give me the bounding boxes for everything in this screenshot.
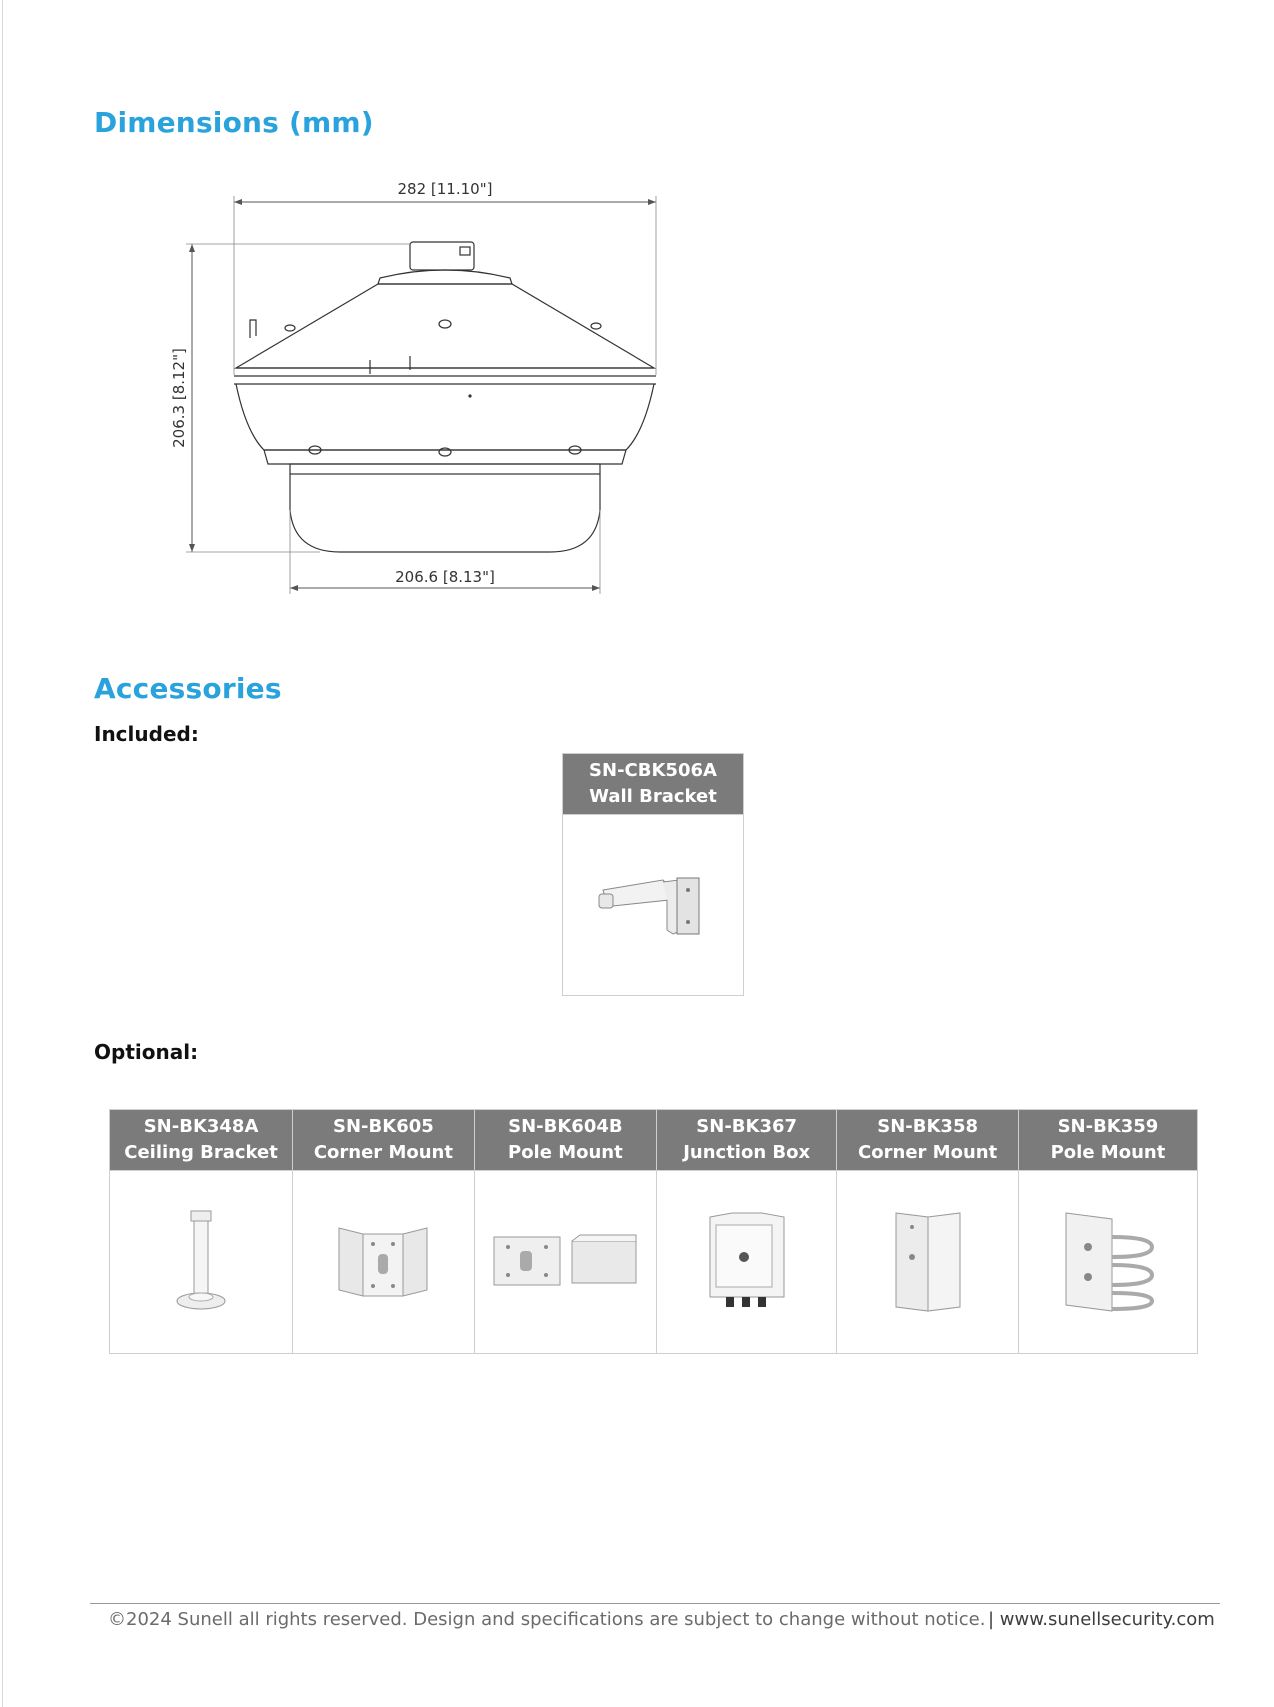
optional-item-name: Pole Mount xyxy=(1050,1142,1166,1163)
accessories-heading: Accessories xyxy=(94,672,282,705)
junction-box-icon xyxy=(702,1207,792,1317)
optional-item-header xyxy=(293,1110,475,1171)
dim-label-width-top: 282 [11.10"] xyxy=(397,180,493,198)
optional-item-image-cell xyxy=(474,1171,656,1354)
camera-dimension-drawing xyxy=(170,180,670,600)
optional-item-image-cell xyxy=(657,1171,837,1354)
included-item-name: Wall Bracket xyxy=(589,786,717,807)
optional-label: Optional: xyxy=(94,1040,199,1064)
optional-item-name: Junction Box xyxy=(683,1142,811,1163)
included-item-header xyxy=(563,754,744,815)
optional-item-header xyxy=(657,1110,837,1171)
optional-item-header xyxy=(110,1110,293,1171)
pole-mount-clamp-icon xyxy=(1058,1207,1158,1317)
corner-mount-icon xyxy=(333,1222,433,1302)
included-item-image-cell xyxy=(563,815,744,996)
optional-item-name: Corner Mount xyxy=(313,1142,453,1163)
optional-item-code: SN-BK359 xyxy=(1057,1116,1159,1137)
included-accessories-table xyxy=(562,753,744,996)
included-item-code: SN-CBK506A xyxy=(589,760,717,781)
footer-website-link[interactable]: | www.sunellsecurity.com xyxy=(988,1609,1215,1630)
dimensions-heading: Dimensions (mm) xyxy=(94,106,374,139)
page-left-border xyxy=(2,0,3,1707)
optional-item-name: Corner Mount xyxy=(858,1142,998,1163)
dim-label-width-bottom: 206.6 [8.13"] xyxy=(395,568,495,586)
pole-mount-plates-icon xyxy=(490,1227,640,1297)
wall-bracket-icon xyxy=(593,860,713,950)
included-label: Included: xyxy=(94,722,199,746)
footer-divider xyxy=(90,1603,1220,1604)
optional-item-code: SN-BK358 xyxy=(877,1116,978,1137)
optional-item-image-cell xyxy=(837,1171,1019,1354)
optional-item-code: SN-BK367 xyxy=(696,1116,798,1137)
ceiling-bracket-icon xyxy=(171,1207,231,1317)
optional-item-image-cell xyxy=(110,1171,293,1354)
optional-item-image-cell xyxy=(293,1171,475,1354)
optional-item-code: SN-BK348A xyxy=(143,1116,259,1137)
optional-item-code: SN-BK604B xyxy=(508,1116,623,1137)
optional-item-header xyxy=(1018,1110,1197,1171)
optional-item-header xyxy=(474,1110,656,1171)
optional-item-header xyxy=(837,1110,1019,1171)
optional-item-code: SN-BK605 xyxy=(333,1116,434,1137)
corner-mount-tall-icon xyxy=(888,1207,968,1317)
footer-copyright: ©2024 Sunell all rights reserved. Design and specifications are subject to change without notice. xyxy=(108,1609,986,1630)
camera-outline xyxy=(234,242,656,552)
optional-item-image-cell xyxy=(1018,1171,1197,1354)
dim-label-height: 206.3 [8.12"] xyxy=(170,348,188,448)
optional-accessories-table xyxy=(109,1109,1198,1354)
optional-item-name: Ceiling Bracket xyxy=(124,1142,278,1163)
optional-item-name: Pole Mount xyxy=(508,1142,623,1163)
